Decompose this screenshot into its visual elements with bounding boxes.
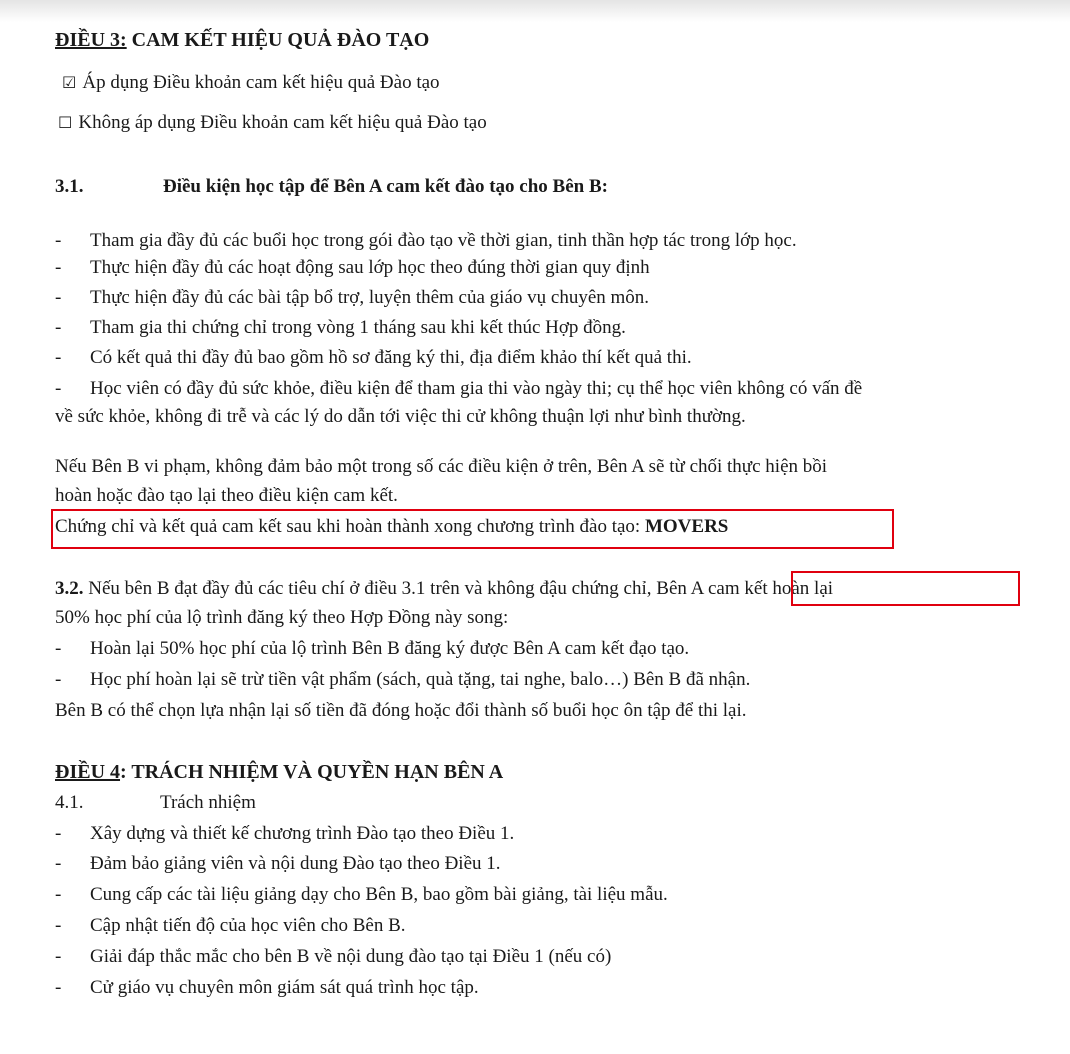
- s41-item6-dash: -: [55, 977, 62, 998]
- s41-item6: Cử giáo vụ chuyên môn giám sát quá trình học tập.: [90, 977, 479, 998]
- s31-item1: Tham gia đầy đủ các buổi học trong gói đào tạo về thời gian, tinh thần hợp tác trong lớp học.: [90, 230, 797, 251]
- s31-item2-dash: -: [55, 257, 62, 278]
- s31-item1-dash: -: [55, 230, 62, 251]
- s41-item5: Giải đáp thắc mắc cho bên B về nội dung đào tạo tại Điều 1 (nếu có): [90, 946, 612, 967]
- s31-item5: Có kết quả thi đầy đủ bao gồm hồ sơ đăng ký thi, địa điểm khảo thí kết quả thi.: [90, 347, 692, 368]
- certificate-highlight-box: [51, 509, 894, 549]
- s41-item3-dash: -: [55, 884, 62, 905]
- s32-item2: Học phí hoàn lại sẽ trừ tiền vật phẩm (sách, quà tặng, tai nghe, balo…) Bên B đã nhận.: [90, 669, 751, 690]
- s41-item2-dash: -: [55, 853, 62, 874]
- dieu3-heading-text: CAM KẾT HIỆU QUẢ ĐÀO TẠO: [126, 29, 430, 51]
- s31-item6-line2: về sức khỏe, không đi trễ và các lý do dẫn tới việc thi cử không thuận lợi như bình thường.: [55, 406, 746, 427]
- s41-item4-dash: -: [55, 915, 62, 936]
- dieu3-heading: [55, 29, 429, 51]
- refund-highlight-box: [791, 571, 1020, 606]
- s31-item6-dash: -: [55, 378, 62, 399]
- s31-item3: Thực hiện đầy đủ các bài tập bổ trợ, luyện thêm của giáo vụ chuyên môn.: [90, 287, 650, 308]
- s32-number: 3.2.: [55, 578, 84, 599]
- s31-item6-line1: Học viên có đầy đủ sức khỏe, điều kiện để tham gia thi vào ngày thi; cụ thể học viên không có vấn đề: [90, 378, 863, 399]
- unchecked-box-icon: ☐: [58, 113, 73, 132]
- s41-title: Trách nhiệm: [160, 792, 256, 813]
- s41-item3: Cung cấp các tài liệu giảng dạy cho Bên B, bao gồm bài giảng, tài liệu mẫu.: [90, 884, 668, 905]
- s41-item2: Đảm bảo giảng viên và nội dung Đào tạo theo Điều 1.: [90, 853, 501, 874]
- dieu3-heading-prefix: ĐIỀU 3:: [55, 29, 127, 51]
- s32-item1-dash: -: [55, 638, 62, 659]
- s31-item4: Tham gia thi chứng chỉ trong vòng 1 tháng sau khi kết thúc Hợp đồng.: [90, 317, 626, 338]
- s32-closing: Bên B có thể chọn lựa nhận lại số tiền đã đóng hoặc đổi thành số buổi học ôn tập để thi lại.: [55, 700, 747, 721]
- s31-item3-dash: -: [55, 287, 62, 308]
- certificate-value: MOVERS: [644, 516, 729, 537]
- option-apply-label: Áp dụng Điều khoản cam kết hiệu quả Đào tạo: [82, 72, 440, 93]
- s31-item4-dash: -: [55, 317, 62, 338]
- s41-item1-dash: -: [55, 823, 62, 844]
- s41-item5-dash: -: [55, 946, 62, 967]
- s31-item5-dash: -: [55, 347, 62, 368]
- checked-box-icon: ☑: [62, 73, 77, 92]
- s31-item2: Thực hiện đầy đủ các hoạt động sau lớp học theo đúng thời gian quy định: [90, 257, 650, 278]
- certificate-text: Chứng chỉ và kết quả cam kết sau khi hoàn thành xong chương trình đào tạo:: [55, 516, 645, 537]
- s32-line1-text: Nếu bên B đạt đầy đủ các tiêu chí ở điều 3.1 trên và không đậu chứng chỉ,: [83, 578, 657, 599]
- s31-violation-line1: Nếu Bên B vi phạm, không đảm bảo một trong số các điều kiện ở trên, Bên A sẽ từ chối thực hiện bồi: [55, 456, 828, 477]
- s31-violation-line2: hoàn hoặc đào tạo lại theo điều kiện cam kết.: [55, 485, 398, 506]
- s32-line1-highlight-text: Bên A cam kết hoàn lại: [656, 578, 834, 599]
- option-apply: [62, 72, 440, 94]
- dieu4-heading-text: : TRÁCH NHIỆM VÀ QUYỀN HẠN BÊN A: [120, 761, 504, 783]
- s31-title: Điều kiện học tập để Bên A cam kết đào tạo cho Bên B:: [163, 176, 608, 197]
- s41-number: 4.1.: [55, 792, 84, 813]
- option-not-apply-label: Không áp dụng Điều khoản cam kết hiệu quả Đào tạo: [78, 112, 487, 133]
- dieu4-heading: [55, 761, 503, 783]
- s31-number: 3.1.: [55, 176, 84, 197]
- s32-item2-dash: -: [55, 669, 62, 690]
- s32-line1: [55, 578, 833, 600]
- s41-item1: Xây dựng và thiết kế chương trình Đào tạo theo Điều 1.: [90, 823, 515, 844]
- s32-item1: Hoàn lại 50% học phí của lộ trình Bên B đăng ký được Bên A cam kết đạo tạo.: [90, 638, 690, 659]
- option-not-apply: [58, 112, 487, 134]
- s41-item4: Cập nhật tiến độ của học viên cho Bên B.: [90, 915, 406, 936]
- s32-line2: 50% học phí của lộ trình đăng ký theo Hợp Đồng này song:: [55, 607, 509, 628]
- dieu4-heading-prefix: ĐIỀU 4: [55, 761, 121, 783]
